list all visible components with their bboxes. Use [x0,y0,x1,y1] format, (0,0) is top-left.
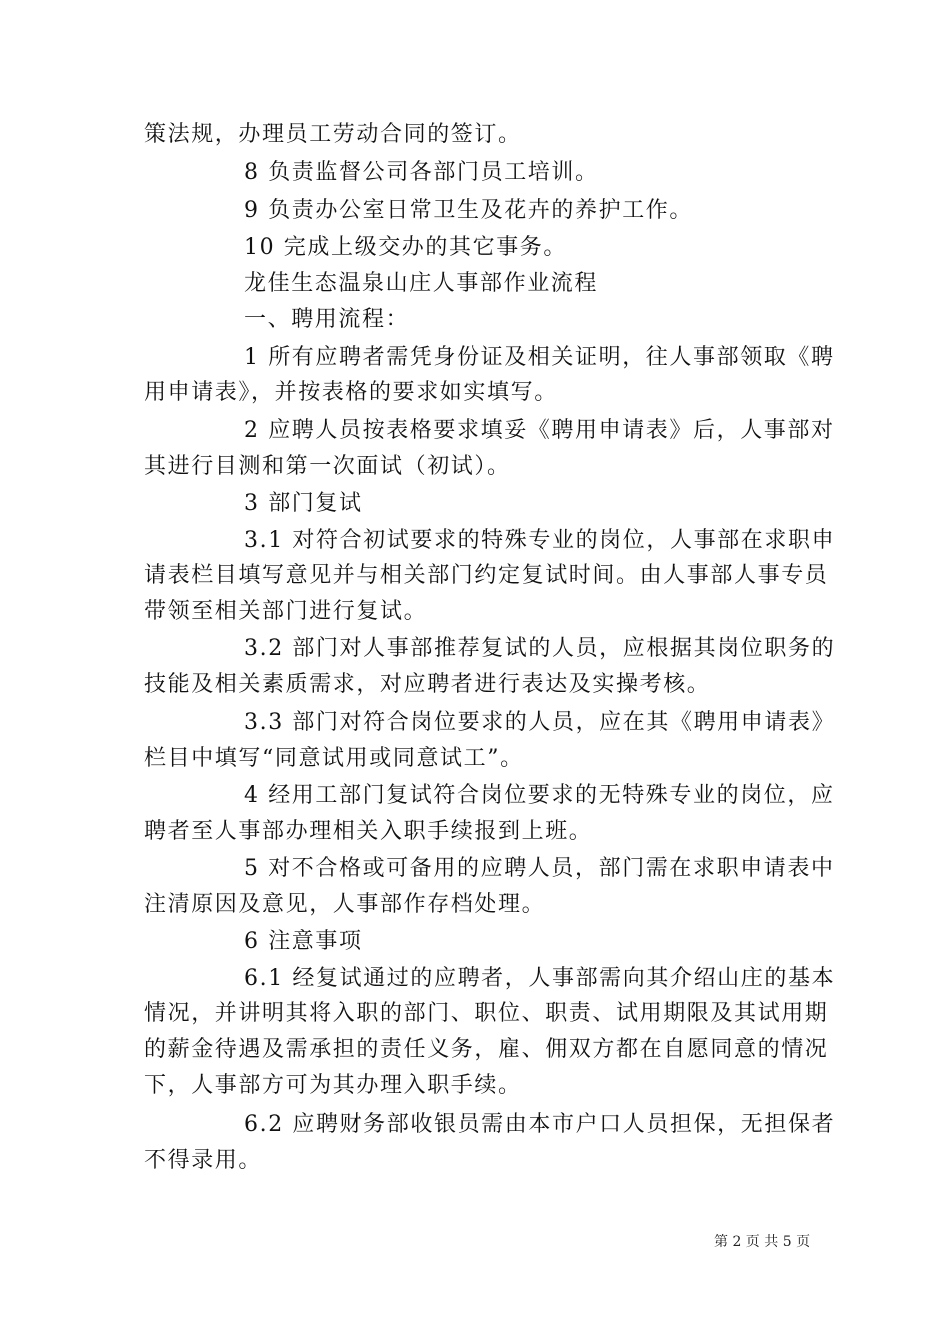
text-line: 不得录用。 [144,1148,263,1173]
text-line: 注清原因及意见，人事部作存档处理。 [144,892,546,917]
text-line: 请表栏目填写意见并与相关部门约定复试时间。由人事部人事专员 [144,563,829,588]
text-line: 其进行目测和第一次面试（初试）。 [144,454,511,479]
text-line: 情况，并讲明其将入职的部门、职位、职责、试用期限及其试用期 [144,1001,829,1026]
text-line: 栏目中填写“同意试用或同意试工”。 [144,746,524,771]
text-line: 的薪金待遇及需承担的责任义务，雇、佣双方都在自愿同意的情况 [144,1037,829,1062]
text-line: 6.2 应聘财务部收银员需由本市户口人员担保，无担保者 [244,1112,836,1137]
text-line: 5 对不合格或可备用的应聘人员，部门需在求职申请表中 [244,856,835,881]
text-line: 3 部门复试 [244,491,363,516]
text-line: 6.1 经复试通过的应聘者，人事部需向其介绍山庄的基本 [244,966,836,991]
text-line: 2 应聘人员按表格要求填妥《聘用申请表》后，人事部对 [244,418,835,443]
text-line: 4 经用工部门复试符合岗位要求的无特殊专业的岗位，应 [244,783,835,808]
text-line: 3.2 部门对人事部推荐复试的人员，应根据其岗位职务的 [244,636,836,661]
text-line: 10 完成上级交办的其它事务。 [244,235,567,260]
text-line: 9 负责办公室日常卫生及花卉的养护工作。 [244,198,693,223]
page-number: 第 2 页 共 5 页 [714,1234,811,1250]
section-title: 龙佳生态温泉山庄人事部作业流程 [244,271,599,296]
text-line: 8 负责监督公司各部门员工培训。 [244,160,599,185]
text-line: 策法规，办理员工劳动合同的签订。 [144,122,522,147]
text-line: 带领至相关部门进行复试。 [144,599,428,624]
text-line: 用申请表》，并按表格的要求如实填写。 [144,380,558,405]
section-heading: 一、聘用流程： [244,307,410,332]
text-line: 下，人事部方可为其办理入职手续。 [144,1073,522,1098]
text-line: 技能及相关素质需求，对应聘者进行表达及实操考核。 [144,672,711,697]
text-line: 聘者至人事部办理相关入职手续报到上班。 [144,819,593,844]
text-line: 3.3 部门对符合岗位要求的人员，应在其《聘用申请表》 [244,710,836,735]
text-line: 3.1 对符合初试要求的特殊专业的岗位，人事部在求职申 [244,528,836,553]
text-line: 1 所有应聘者需凭身份证及相关证明，往人事部领取《聘 [244,345,835,370]
text-line: 6 注意事项 [244,929,363,954]
